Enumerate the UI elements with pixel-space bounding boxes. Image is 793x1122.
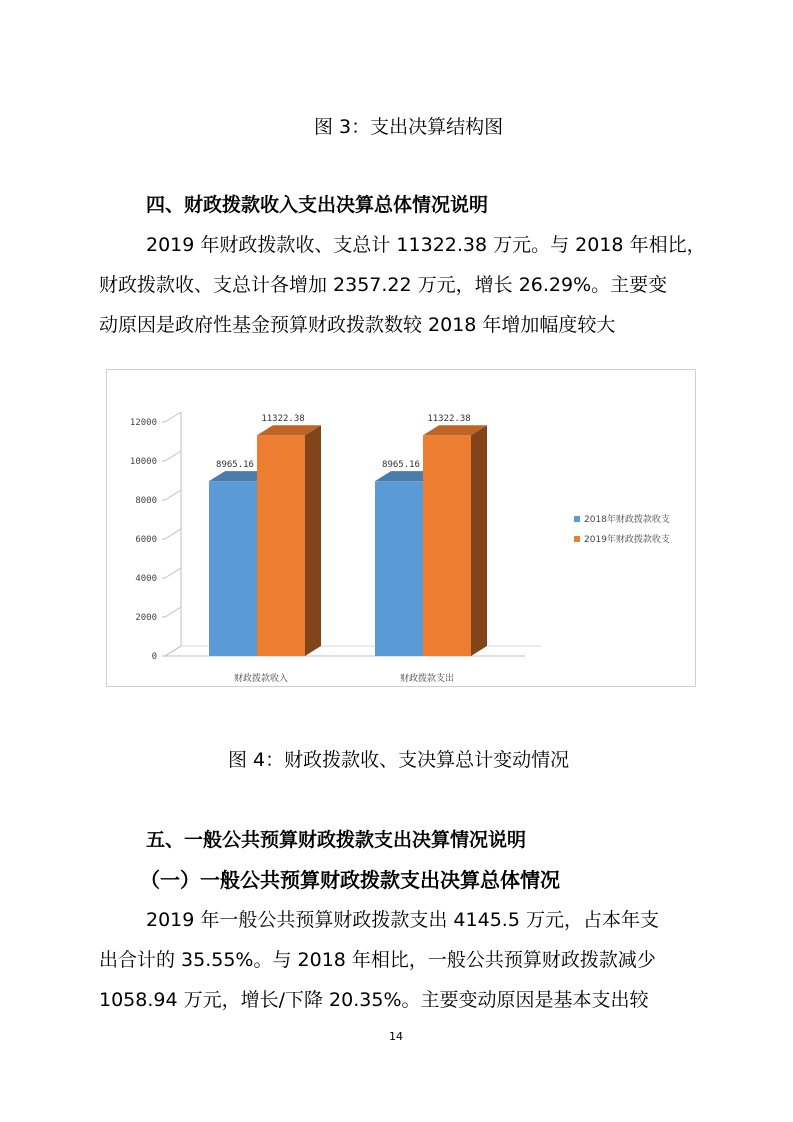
section-5-heading: 五、一般公共预算财政拨款支出决算情况说明 [146, 829, 527, 851]
y-tick-label: 4000 [135, 574, 157, 584]
section-4-line-3: 动原因是政府性基金预算财政拨款数较 2018 年增加幅度较大 [99, 314, 616, 336]
figure-4-caption: 图 4：财政拨款收、支决算总计变动情况 [228, 749, 570, 771]
y-tick-diagonal [165, 529, 181, 539]
y-tick-label: 6000 [135, 535, 157, 545]
y-tick-diagonal [165, 490, 181, 500]
y-tick-diagonal [165, 646, 181, 656]
legend-swatch [574, 536, 580, 542]
section-4-heading: 四、财政拨款收入支出决算总体情况说明 [146, 194, 489, 216]
page-number: 14 [389, 1030, 403, 1043]
chart-canvas [107, 370, 697, 688]
y-tick-label: 10000 [129, 457, 157, 467]
y-tick-label: 8000 [135, 496, 157, 506]
section-5-line-2: 出合计的 35.55%。与 2018 年相比，一般公共预算财政拨款减少 [99, 949, 656, 971]
figure-3-caption: 图 3：支出决算结构图 [314, 116, 504, 138]
section-4-line-2: 财政拨款收、支总计各增加 2357.22 万元，增长 26.29%。主要变 [99, 274, 668, 296]
data-label: 11322.38 [427, 414, 471, 425]
section-5-line-1: 2019 年一般公共预算财政拨款支出 4145.5 万元，占本年支 [146, 909, 659, 931]
y-tick-label: 0 [151, 652, 157, 662]
legend-swatch [574, 516, 580, 522]
bar-side [471, 425, 487, 656]
y-tick-diagonal [165, 607, 181, 617]
x-category-label: 财政拨款支出 [399, 674, 455, 684]
section-4-line-1: 2019 年财政拨款收、支总计 11322.38 万元。与 2018 年相比， [146, 234, 706, 256]
bar-front [257, 435, 305, 656]
section-5-subheading: （一）一般公共预算财政拨款支出决算总体情况 [140, 868, 560, 892]
budget-change-chart [106, 369, 696, 687]
y-tick-diagonal [165, 412, 181, 422]
legend-label: 2018年财政拨款收支 [584, 515, 670, 525]
legend-label: 2019年财政拨款收支 [584, 535, 670, 545]
data-label: 8965.16 [216, 460, 254, 471]
y-tick-label: 2000 [135, 613, 157, 623]
data-label: 11322.38 [261, 414, 305, 425]
bar-front [423, 435, 471, 656]
y-tick-label: 12000 [129, 418, 157, 428]
bar-front [209, 481, 257, 656]
y-tick-diagonal [165, 568, 181, 578]
section-5-line-3: 1058.94 万元，增长/下降 20.35%。主要变动原因是基本支出较 [99, 989, 649, 1011]
data-label: 8965.16 [382, 460, 420, 471]
bar-side [305, 425, 321, 656]
y-tick-diagonal [165, 451, 181, 461]
x-category-label: 财政拨款收入 [233, 674, 289, 684]
bar-front [375, 481, 423, 656]
